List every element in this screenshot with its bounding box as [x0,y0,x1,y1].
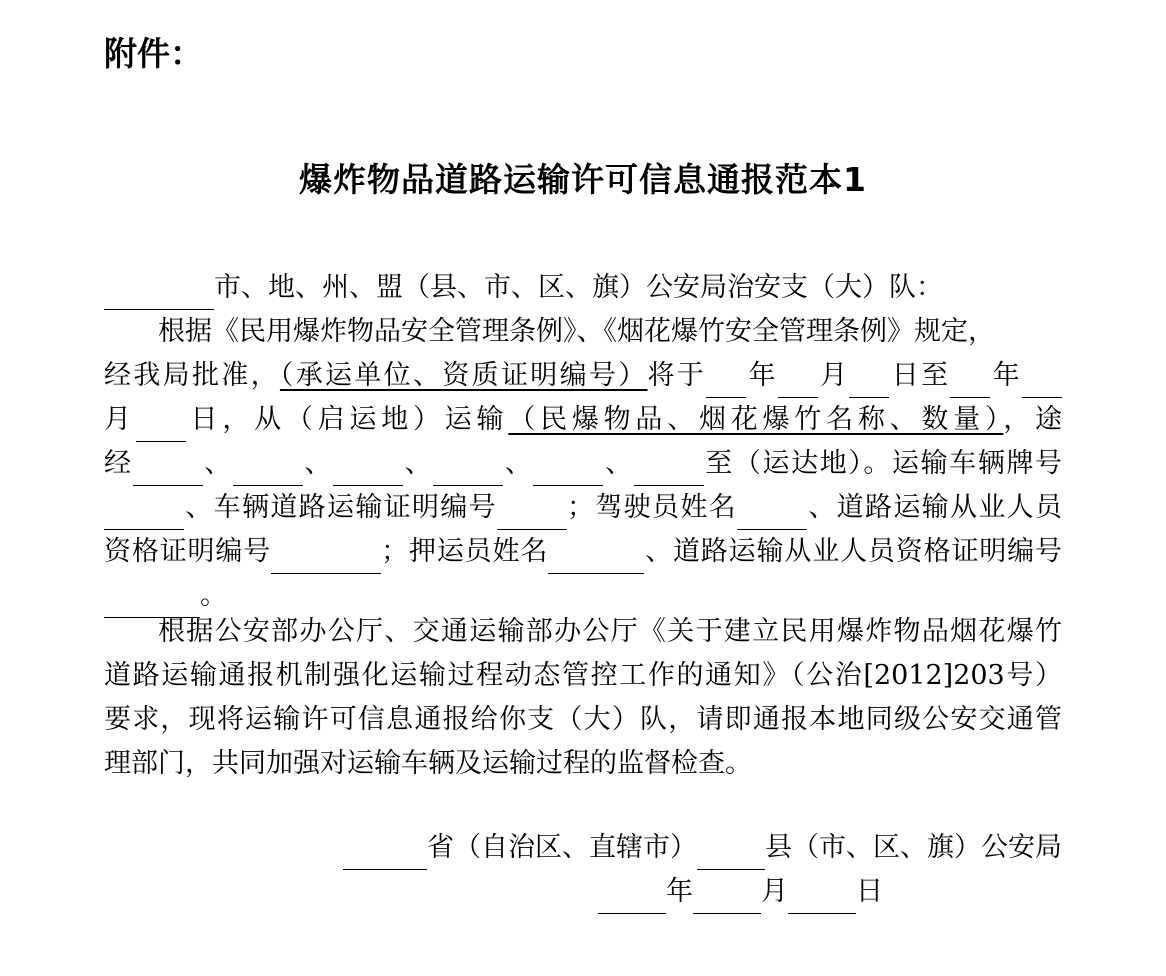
blank-sign-month [693,879,761,914]
blank-escort [548,539,644,574]
from-text: 日，从（启运地）运输 [185,404,509,435]
blank-start-day [849,363,889,398]
p2-line-2 [104,654,1062,698]
sign-day-label: 日 [856,876,883,907]
blank-county [697,835,765,870]
year-label: 年 [746,360,778,391]
blank-route-5 [533,451,603,486]
month-label: 月 [817,360,850,391]
blank-route-2 [233,451,303,486]
separator: 、 [503,448,534,479]
addressee-text: 市、地、州、盟（县、市、区、旗）公安局治安支（大）队： [214,272,943,303]
p1-line-1 [158,310,1062,354]
blank-route-4 [433,451,503,486]
blank-city [104,275,214,310]
day-to-label: 日至 [889,360,951,391]
separator: 、 [202,448,233,479]
document-title: 爆炸物品道路运输许可信息通报范本1 [299,160,867,199]
signature-date [598,870,998,914]
blank-plate [104,495,184,530]
p2-text-1: 根据公安部办公厅、交通运输部办公厅《关于建立民用爆炸物品烟花爆竹 [158,616,1062,647]
p1-line-3 [104,398,1062,442]
p2-line-4 [104,742,1062,786]
period: 。 [200,580,227,611]
driver-text: ；驾驶员姓名 [567,492,737,523]
attachment-label: 附件： [104,34,203,73]
p2-line-1 [158,610,1062,654]
month-label: 月 [104,404,136,435]
p2-line-3 [104,698,1062,742]
separator: 、 [403,448,434,479]
blank-start-month [778,363,818,398]
escort-text: ；押运员姓名 [381,536,549,567]
approval-text: 经我局批准， [104,360,280,391]
year-label: 年 [990,360,1023,391]
will-text: 将于 [647,360,707,391]
blank-end-month-a [1022,363,1062,398]
separator: 、 [603,448,634,479]
p2-text-3: 要求，现将运输许可信息通报给你支（大）队，请即通报本地同级公安交通管 [104,704,1062,735]
blank-sign-year [598,879,666,914]
blank-route-1 [133,451,203,486]
sign-year-label: 年 [666,876,693,907]
via-text: ，途 [1003,404,1063,435]
sign-month-label: 月 [761,876,788,907]
p1-line-4 [104,442,1062,486]
blank-start-year [706,363,746,398]
blank-end-year [950,363,990,398]
blank-route-3 [333,451,403,486]
p1-line-2 [104,354,1062,398]
p1-line-6 [104,530,1062,574]
separator: 、 [302,448,334,479]
addressee-line [104,266,1062,310]
blank-sign-day [788,879,856,914]
blank-province [343,835,427,870]
via-text-2: 经 [104,448,133,479]
blank-vehicle-cert [497,495,567,530]
practitioner-text: 、道路运输从业人员 [807,492,1062,523]
destination-text: 至（运达地）。运输车辆牌号 [703,448,1063,479]
p1-text-1: 根据《民用爆炸物品安全管理条例》、《烟花爆竹安全管理条例》规定， [158,316,995,347]
blank-driver [737,495,807,530]
province-label: 省（自治区、直辖市） [427,832,697,863]
vehicle-cert-text: 、车辆道路运输证明编号 [184,492,497,523]
blank-end-day [136,407,186,442]
county-label: 县（市、区、旗）公安局 [765,832,1062,863]
qualification-text: 资格证明编号 [104,536,272,567]
goods-field: （民爆物品、烟花爆竹名称、数量） [508,404,1004,435]
p1-line-5 [104,486,1062,530]
blank-driver-cert [271,539,381,574]
signature-issuer [104,826,1062,870]
blank-route-6 [634,451,704,486]
carrier-field: （承运单位、资质证明编号） [279,360,648,391]
escort-cert-text: 、道路运输从业人员资格证明编号 [644,536,1063,567]
p2-text-4: 理部门，共同加强对运输车辆及运输过程的监督检查。 [104,748,752,779]
p2-text-2: 道路运输通报机制强化运输过程动态管控工作的通知》（公治[2012]203号） [104,660,1062,691]
